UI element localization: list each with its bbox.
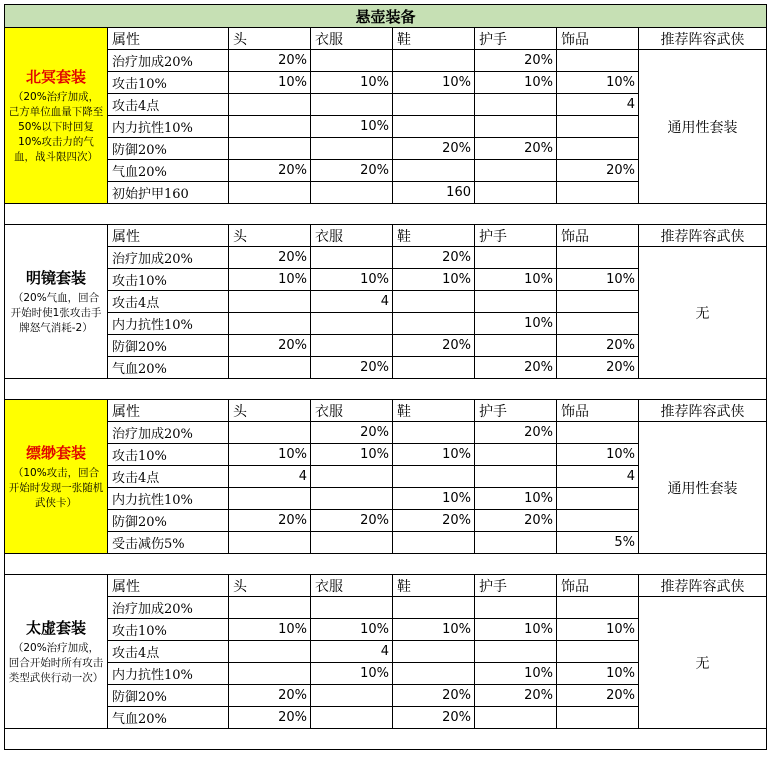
spacer-row <box>5 379 767 400</box>
clothes-value-cell: 10% <box>311 116 393 138</box>
attribute-cell: 防御20% <box>108 685 229 707</box>
head-value-cell: 20% <box>229 50 311 72</box>
head-value-cell <box>229 94 311 116</box>
attribute-cell: 攻击10% <box>108 619 229 641</box>
title-row <box>5 5 767 28</box>
attribute-cell: 治疗加成20% <box>108 50 229 72</box>
shoes-value-cell <box>393 50 475 72</box>
recommend-cell: 通用性套装 <box>639 50 767 204</box>
column-header: 护手 <box>475 28 557 50</box>
accessory-value-cell: 20% <box>557 160 639 182</box>
accessory-value-cell <box>557 641 639 663</box>
column-header: 属性 <box>108 400 229 422</box>
head-value-cell: 10% <box>229 444 311 466</box>
attribute-cell: 攻击4点 <box>108 466 229 488</box>
head-value-cell: 4 <box>229 466 311 488</box>
clothes-value-cell: 20% <box>311 357 393 379</box>
gloves-value-cell: 10% <box>475 72 557 94</box>
gloves-value-cell: 20% <box>475 685 557 707</box>
accessory-value-cell <box>557 313 639 335</box>
shoes-value-cell <box>393 357 475 379</box>
head-value-cell <box>229 138 311 160</box>
attribute-cell: 受击减伤5% <box>108 532 229 554</box>
shoes-value-cell: 20% <box>393 138 475 160</box>
table-row <box>5 247 767 269</box>
head-value-cell <box>229 488 311 510</box>
shoes-value-cell: 160 <box>393 182 475 204</box>
attribute-cell: 攻击10% <box>108 269 229 291</box>
head-value-cell: 20% <box>229 707 311 729</box>
clothes-value-cell: 10% <box>311 444 393 466</box>
shoes-value-cell <box>393 313 475 335</box>
shoes-value-cell <box>393 641 475 663</box>
column-header: 护手 <box>475 225 557 247</box>
attribute-cell: 攻击4点 <box>108 641 229 663</box>
accessory-value-cell <box>557 138 639 160</box>
column-header: 护手 <box>475 400 557 422</box>
set-name-cell <box>5 400 108 554</box>
attribute-cell: 攻击4点 <box>108 94 229 116</box>
clothes-value-cell: 20% <box>311 160 393 182</box>
table-row <box>5 50 767 72</box>
clothes-value-cell <box>311 335 393 357</box>
accessory-value-cell: 4 <box>557 94 639 116</box>
gloves-value-cell: 20% <box>475 50 557 72</box>
accessory-value-cell: 10% <box>557 619 639 641</box>
attribute-cell: 防御20% <box>108 138 229 160</box>
spacer-row <box>5 729 767 750</box>
clothes-value-cell <box>311 597 393 619</box>
clothes-value-cell <box>311 685 393 707</box>
shoes-value-cell: 10% <box>393 619 475 641</box>
accessory-value-cell <box>557 182 639 204</box>
gloves-value-cell <box>475 597 557 619</box>
gloves-value-cell: 10% <box>475 269 557 291</box>
accessory-value-cell <box>557 50 639 72</box>
shoes-value-cell <box>393 532 475 554</box>
gloves-value-cell: 10% <box>475 619 557 641</box>
accessory-value-cell: 10% <box>557 663 639 685</box>
set-name-cell <box>5 28 108 204</box>
set-header-row <box>5 575 767 597</box>
clothes-value-cell <box>311 466 393 488</box>
set-description: （20%治疗加成，回合开始时所有攻击类型武侠行动一次） <box>8 642 104 684</box>
clothes-value-cell: 20% <box>311 510 393 532</box>
set-name: 太虚套装 <box>25 619 86 637</box>
head-value-cell <box>229 182 311 204</box>
spacer-cell <box>5 204 767 225</box>
recommend-header: 推荐阵容武侠 <box>639 225 767 247</box>
equipment-sheet <box>4 4 766 750</box>
gloves-value-cell <box>475 182 557 204</box>
head-value-cell: 20% <box>229 247 311 269</box>
table-row <box>5 422 767 444</box>
attribute-cell: 治疗加成20% <box>108 422 229 444</box>
column-header: 鞋 <box>393 28 475 50</box>
gloves-value-cell: 20% <box>475 422 557 444</box>
shoes-value-cell <box>393 160 475 182</box>
column-header: 头 <box>229 575 311 597</box>
gloves-value-cell <box>475 641 557 663</box>
clothes-value-cell: 10% <box>311 619 393 641</box>
attribute-cell: 防御20% <box>108 510 229 532</box>
gloves-value-cell: 20% <box>475 510 557 532</box>
head-value-cell <box>229 357 311 379</box>
gloves-value-cell <box>475 707 557 729</box>
shoes-value-cell: 20% <box>393 510 475 532</box>
column-header: 饰品 <box>557 225 639 247</box>
accessory-value-cell: 10% <box>557 444 639 466</box>
head-value-cell: 10% <box>229 269 311 291</box>
column-header: 鞋 <box>393 225 475 247</box>
set-name-cell <box>5 225 108 379</box>
set-description: （10%攻击，回合开始时发现一张随机武侠卡） <box>8 467 104 509</box>
attribute-cell: 攻击4点 <box>108 291 229 313</box>
shoes-value-cell: 10% <box>393 72 475 94</box>
head-value-cell: 20% <box>229 510 311 532</box>
shoes-value-cell: 20% <box>393 247 475 269</box>
clothes-value-cell <box>311 182 393 204</box>
accessory-value-cell <box>557 116 639 138</box>
accessory-value-cell: 5% <box>557 532 639 554</box>
accessory-value-cell <box>557 597 639 619</box>
clothes-value-cell <box>311 532 393 554</box>
accessory-value-cell: 20% <box>557 335 639 357</box>
clothes-value-cell: 4 <box>311 641 393 663</box>
shoes-value-cell <box>393 422 475 444</box>
set-name-cell <box>5 575 108 729</box>
shoes-value-cell: 10% <box>393 269 475 291</box>
shoes-value-cell: 20% <box>393 685 475 707</box>
spacer-row <box>5 554 767 575</box>
attribute-cell: 内力抗性10% <box>108 488 229 510</box>
gloves-value-cell <box>475 335 557 357</box>
gloves-value-cell: 10% <box>475 663 557 685</box>
attribute-cell: 初始护甲160 <box>108 182 229 204</box>
accessory-value-cell <box>557 422 639 444</box>
set-header-row <box>5 400 767 422</box>
shoes-value-cell: 10% <box>393 488 475 510</box>
attribute-cell: 防御20% <box>108 335 229 357</box>
column-header: 属性 <box>108 575 229 597</box>
head-value-cell <box>229 597 311 619</box>
shoes-value-cell: 20% <box>393 707 475 729</box>
shoes-value-cell: 10% <box>393 444 475 466</box>
attribute-cell: 治疗加成20% <box>108 597 229 619</box>
shoes-value-cell <box>393 663 475 685</box>
set-header-row <box>5 28 767 50</box>
clothes-value-cell <box>311 247 393 269</box>
set-name: 缥缈套装 <box>25 444 86 462</box>
spacer-cell <box>5 729 767 750</box>
column-header: 鞋 <box>393 575 475 597</box>
clothes-value-cell <box>311 94 393 116</box>
gloves-value-cell: 20% <box>475 357 557 379</box>
accessory-value-cell: 20% <box>557 357 639 379</box>
gloves-value-cell <box>475 532 557 554</box>
sheet-title: 悬壶装备 <box>5 5 767 28</box>
head-value-cell <box>229 641 311 663</box>
head-value-cell: 20% <box>229 685 311 707</box>
recommend-header: 推荐阵容武侠 <box>639 28 767 50</box>
column-header: 护手 <box>475 575 557 597</box>
shoes-value-cell <box>393 466 475 488</box>
gloves-value-cell <box>475 291 557 313</box>
shoes-value-cell <box>393 597 475 619</box>
column-header: 鞋 <box>393 400 475 422</box>
attribute-cell: 内力抗性10% <box>108 663 229 685</box>
column-header: 衣服 <box>311 575 393 597</box>
accessory-value-cell: 20% <box>557 685 639 707</box>
clothes-value-cell <box>311 138 393 160</box>
column-header: 饰品 <box>557 575 639 597</box>
accessory-value-cell <box>557 488 639 510</box>
gloves-value-cell <box>475 160 557 182</box>
clothes-value-cell <box>311 313 393 335</box>
recommend-cell: 无 <box>639 247 767 379</box>
head-value-cell: 10% <box>229 72 311 94</box>
attribute-cell: 内力抗性10% <box>108 116 229 138</box>
accessory-value-cell: 10% <box>557 269 639 291</box>
clothes-value-cell <box>311 707 393 729</box>
column-header: 属性 <box>108 225 229 247</box>
attribute-cell: 气血20% <box>108 160 229 182</box>
clothes-value-cell <box>311 50 393 72</box>
recommend-header: 推荐阵容武侠 <box>639 400 767 422</box>
spacer-row <box>5 204 767 225</box>
gloves-value-cell <box>475 116 557 138</box>
gloves-value-cell <box>475 466 557 488</box>
clothes-value-cell: 4 <box>311 291 393 313</box>
shoes-value-cell <box>393 291 475 313</box>
clothes-value-cell: 20% <box>311 422 393 444</box>
clothes-value-cell: 10% <box>311 72 393 94</box>
column-header: 衣服 <box>311 28 393 50</box>
set-name: 明镜套装 <box>25 269 86 287</box>
attribute-cell: 攻击10% <box>108 72 229 94</box>
gloves-value-cell <box>475 444 557 466</box>
head-value-cell: 20% <box>229 160 311 182</box>
set-header-row <box>5 225 767 247</box>
gloves-value-cell <box>475 247 557 269</box>
column-header: 饰品 <box>557 400 639 422</box>
clothes-value-cell: 10% <box>311 663 393 685</box>
head-value-cell: 10% <box>229 619 311 641</box>
shoes-value-cell: 20% <box>393 335 475 357</box>
column-header: 头 <box>229 400 311 422</box>
shoes-value-cell <box>393 94 475 116</box>
accessory-value-cell <box>557 291 639 313</box>
set-name: 北冥套装 <box>25 68 86 86</box>
spacer-cell <box>5 379 767 400</box>
attribute-cell: 气血20% <box>108 707 229 729</box>
set-description: （20%气血，回合开始时使1张攻击手牌怒气消耗-2） <box>10 292 102 334</box>
attribute-cell: 气血20% <box>108 357 229 379</box>
clothes-value-cell: 10% <box>311 269 393 291</box>
column-header: 头 <box>229 225 311 247</box>
accessory-value-cell: 10% <box>557 72 639 94</box>
head-value-cell <box>229 532 311 554</box>
column-header: 饰品 <box>557 28 639 50</box>
shoes-value-cell <box>393 116 475 138</box>
gloves-value-cell: 10% <box>475 488 557 510</box>
attribute-cell: 内力抗性10% <box>108 313 229 335</box>
head-value-cell <box>229 116 311 138</box>
recommend-header: 推荐阵容武侠 <box>639 575 767 597</box>
accessory-value-cell: 4 <box>557 466 639 488</box>
gloves-value-cell: 20% <box>475 138 557 160</box>
head-value-cell <box>229 291 311 313</box>
spacer-cell <box>5 554 767 575</box>
head-value-cell <box>229 313 311 335</box>
column-header: 衣服 <box>311 400 393 422</box>
table-row <box>5 597 767 619</box>
gloves-value-cell <box>475 94 557 116</box>
column-header: 属性 <box>108 28 229 50</box>
equipment-table <box>4 4 767 750</box>
gloves-value-cell: 10% <box>475 313 557 335</box>
accessory-value-cell <box>557 247 639 269</box>
recommend-cell: 通用性套装 <box>639 422 767 554</box>
set-description: （20%治疗加成，己方单位血量下降至50%以下时回复10%攻击力的气血，战斗限四次） <box>8 91 104 163</box>
head-value-cell: 20% <box>229 335 311 357</box>
clothes-value-cell <box>311 488 393 510</box>
head-value-cell <box>229 663 311 685</box>
column-header: 头 <box>229 28 311 50</box>
accessory-value-cell <box>557 510 639 532</box>
column-header: 衣服 <box>311 225 393 247</box>
head-value-cell <box>229 422 311 444</box>
attribute-cell: 治疗加成20% <box>108 247 229 269</box>
accessory-value-cell <box>557 707 639 729</box>
recommend-cell: 无 <box>639 597 767 729</box>
attribute-cell: 攻击10% <box>108 444 229 466</box>
